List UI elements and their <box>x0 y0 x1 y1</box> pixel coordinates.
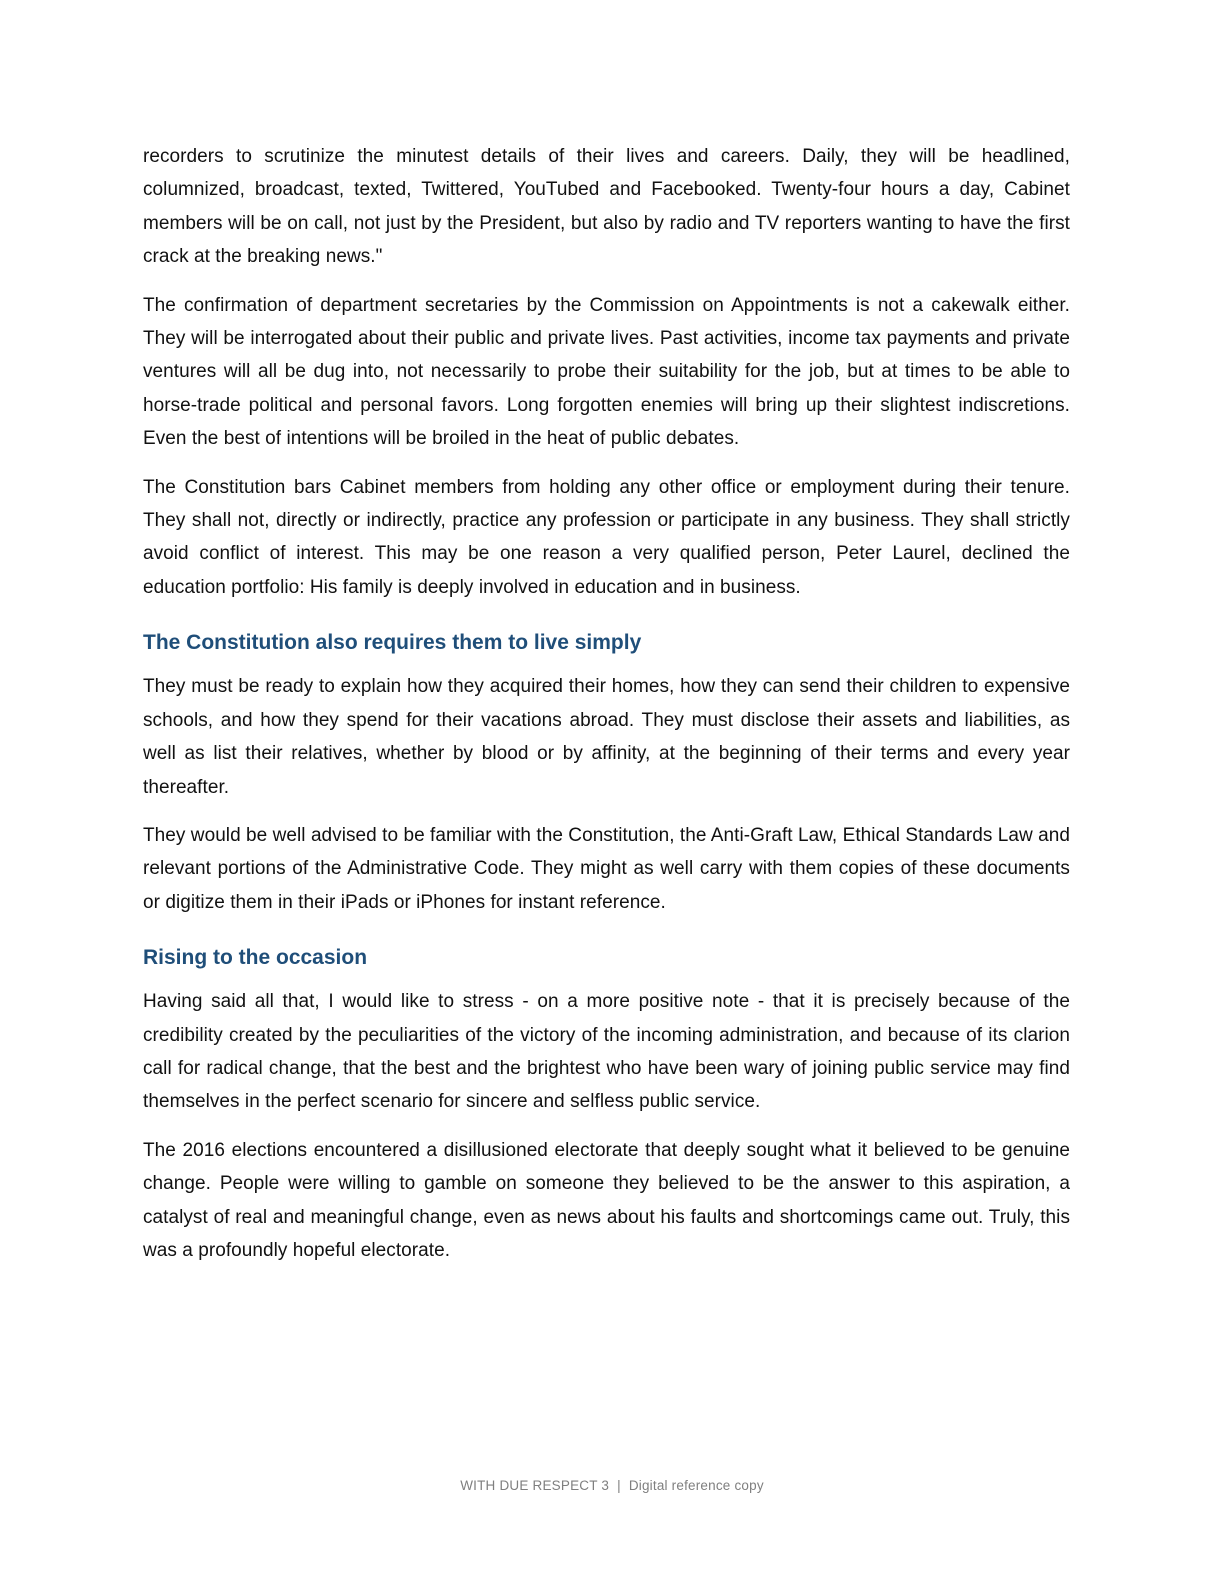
body-paragraph: The 2016 elections encountered a disillusioned electorate that deeply sought what it believed to be genuine change. People were willing to gamble on someone they believed to be the answer to this aspiration, a catalyst of real and meaningful change, even as news about his faults and shortcomings came out. Truly, this was a profoundly hopeful electorate. <box>143 1139 1070 1261</box>
body-paragraph: They would be well advised to be familiar with the Constitution, the Anti-Graft Law, Ethical Standards Law and relevant portions of the Administrative Code. They might as well carry with them copies of these documents or digitize them in their iPads or iPhones for instant reference. <box>143 824 1070 913</box>
section-heading: Rising to the occasion <box>143 946 368 970</box>
footer-copy-label: Digital reference copy <box>628 1478 764 1493</box>
footer-separator: | <box>617 1478 621 1493</box>
body-paragraph: They must be ready to explain how they acquired their homes, how they can send their children to expensive schools, and how they spend for their vacations abroad. They must disclose their assets and liabilities, as well as list their relatives, whether by blood or by affinity, at the beginning of their terms and every year thereafter. <box>143 676 1070 798</box>
page-content <box>143 140 1070 1282</box>
section-heading: The Constitution also requires them to live simply <box>143 631 642 655</box>
page-footer <box>0 1478 1224 1493</box>
body-paragraph: recorders to scrutinize the minutest details of their lives and careers. Daily, they will be headlined, columnized, broadcast, texted, Twittered, YouTubed and Facebooked. Twenty-four hours a day, Cabinet members will be on call, not just by the President, but also by radio and TV reporters wanting to have the first crack at the breaking news." <box>143 146 1070 268</box>
body-paragraph: The Constitution bars Cabinet members from holding any other office or employment during their tenure. They shall not, directly or indirectly, practice any profession or participate in any business. They shall strictly avoid conflict of interest. This may be one reason a very qualified person, Peter Laurel, declined the education portfolio: His family is deeply involved in education and in business. <box>143 476 1070 598</box>
body-paragraph: The confirmation of department secretaries by the Commission on Appointments is not a cakewalk either. They will be interrogated about their public and private lives. Past activities, income tax payments and private ventures will all be dug into, not necessarily to probe their suitability for the job, but at times to be able to horse-trade political and personal favors. Long forgotten enemies will bring up their slightest indiscretions. Even the best of intentions will be broiled in the heat of public debates. <box>143 294 1070 450</box>
footer-publication-label: WITH DUE RESPECT 3 <box>460 1478 610 1493</box>
body-paragraph: Having said all that, I would like to stress - on a more positive note - that it is precisely because of the credibility created by the peculiarities of the victory of the incoming administration, and because of its clarion call for radical change, that the best and the brightest who have been wary of joining public service may find themselves in the perfect scenario for sincere and selfless public service. <box>143 991 1070 1113</box>
